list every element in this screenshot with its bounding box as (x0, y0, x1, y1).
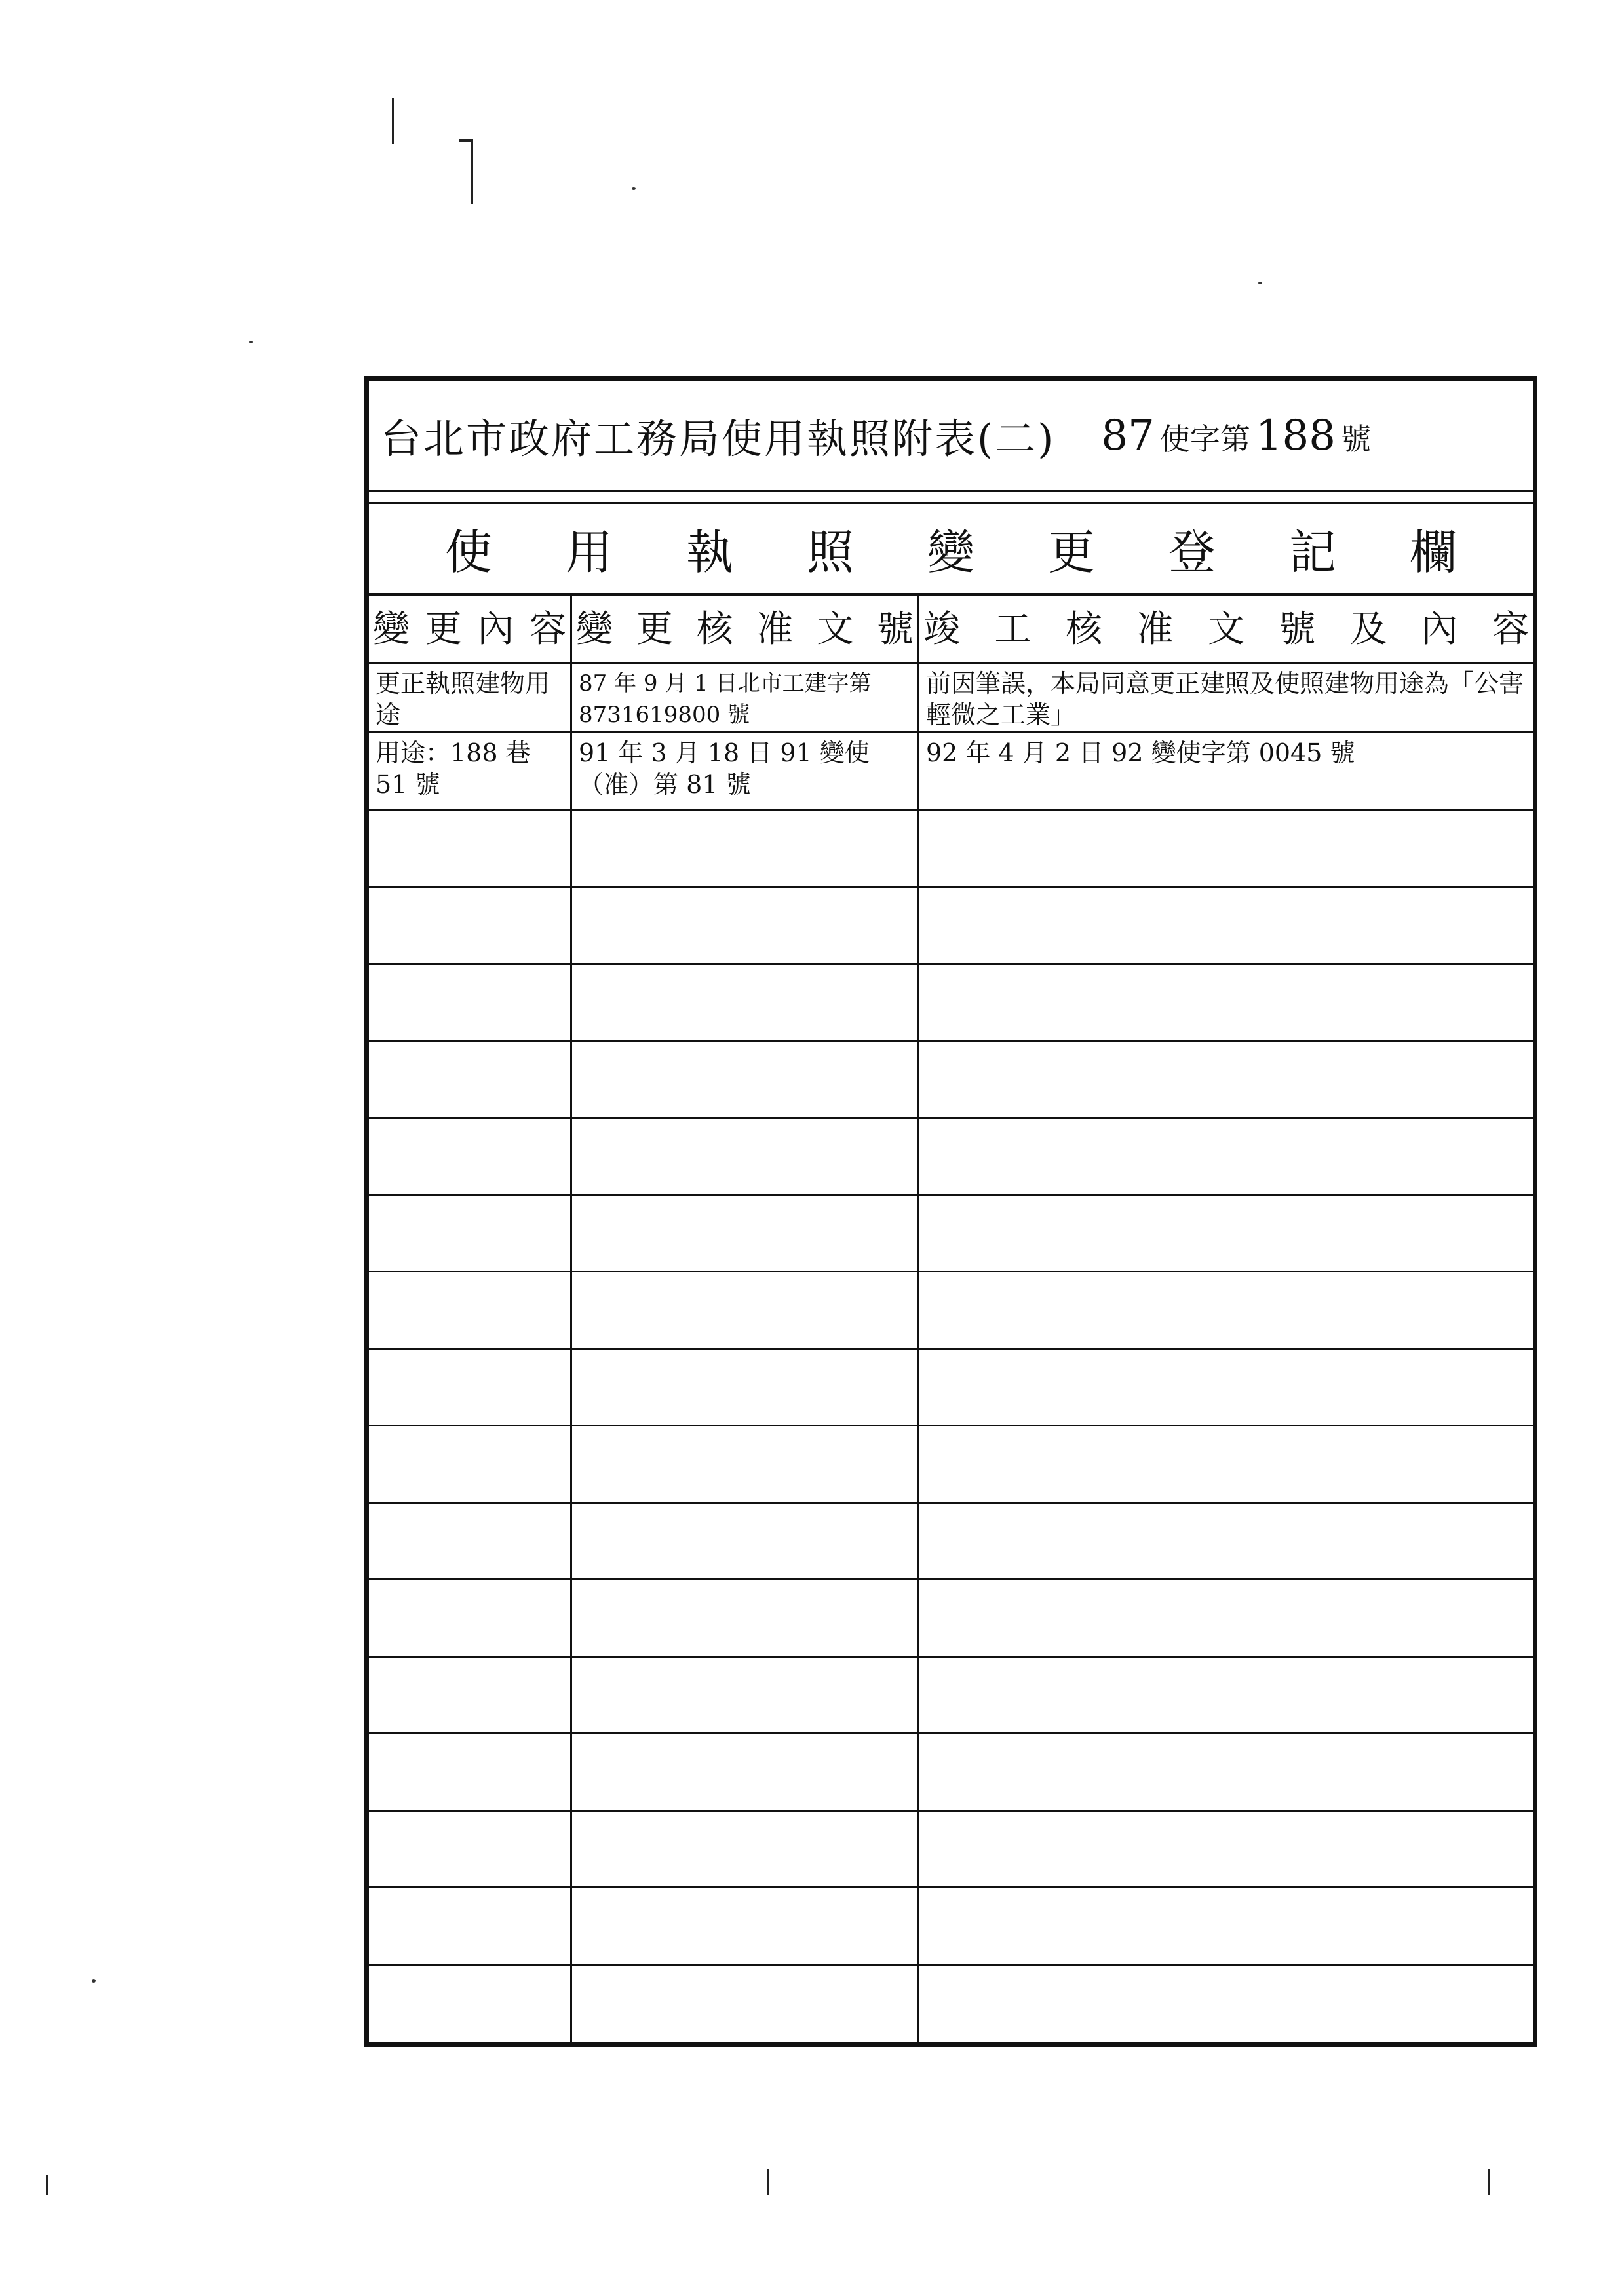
table-row (369, 965, 1533, 1042)
empty-cell (572, 1042, 919, 1117)
permit-number-value: 188 (1255, 411, 1336, 460)
cell-completion: 92 年 4 月 2 日 92 變使字第 0045 號 (926, 738, 1355, 767)
empty-cell (369, 1580, 572, 1656)
empty-cell (572, 1888, 919, 1964)
scan-mark (459, 139, 473, 142)
scan-speck (632, 187, 636, 190)
empty-cell (919, 1426, 1533, 1502)
heading-char: 變 (927, 525, 974, 580)
cell-change-content: 用途：188 巷 51 號 (369, 733, 572, 809)
empty-cell (572, 1119, 919, 1194)
empty-cell (919, 1734, 1533, 1810)
empty-cell (919, 1966, 1533, 2043)
empty-cell (919, 1042, 1533, 1117)
empty-cell (369, 1426, 572, 1502)
empty-cell (919, 811, 1533, 886)
cell-approval-no: 91 年 3 月 18 日 91 變使（准）第 81 號 (572, 733, 919, 809)
empty-cell (369, 1119, 572, 1194)
table-row (369, 1504, 1533, 1581)
table-row (369, 1272, 1533, 1350)
heading-char: 執 (685, 525, 733, 580)
header-completion: 竣工核准文號及內容 (923, 608, 1529, 651)
empty-cell (369, 1196, 572, 1271)
empty-cell (572, 965, 919, 1040)
empty-cell (919, 1580, 1533, 1656)
table-row (369, 1119, 1533, 1196)
empty-cell (919, 1812, 1533, 1887)
table-row (369, 1658, 1533, 1735)
empty-cell (369, 1658, 572, 1733)
empty-cell (919, 1658, 1533, 1733)
permit-char: 使字第 (1159, 421, 1250, 457)
empty-cell (919, 1504, 1533, 1579)
table-row (369, 733, 1533, 811)
scan-speck (249, 341, 253, 343)
empty-cell (369, 1734, 572, 1810)
empty-cell (572, 1426, 919, 1502)
heading-char: 使 (444, 525, 492, 580)
empty-cell (572, 1580, 919, 1656)
empty-cell (369, 1888, 572, 1964)
section-heading (369, 504, 1533, 596)
cell-approval-no: 87 年 9 月 1 日北市工建字第 8731619800 號 (572, 664, 919, 731)
heading-char: 用 (565, 525, 613, 580)
table-row (369, 664, 1533, 733)
scan-mark (767, 2169, 769, 2195)
empty-cell (572, 1812, 919, 1887)
empty-cell (919, 888, 1533, 963)
scan-speck (1258, 282, 1262, 284)
table-row (369, 1812, 1533, 1889)
heading-char: 登 (1168, 525, 1216, 580)
table-row (369, 1966, 1533, 2043)
empty-cell (369, 1966, 572, 2043)
empty-cell (369, 1350, 572, 1425)
empty-cell (369, 1042, 572, 1117)
permit-suffix: 號 (1340, 421, 1371, 457)
empty-cell (919, 1196, 1533, 1271)
empty-cell (572, 1658, 919, 1733)
table-row (369, 811, 1533, 888)
form-title: 台北市政府工務局使用執照附表(二) (381, 415, 1056, 463)
empty-cell (572, 1350, 919, 1425)
empty-cell (369, 1272, 572, 1348)
empty-cell (572, 1734, 919, 1810)
empty-cell (369, 888, 572, 963)
empty-cell (572, 1272, 919, 1348)
table-row (369, 1196, 1533, 1273)
empty-cell (572, 1504, 919, 1579)
empty-cell (369, 1812, 572, 1887)
scan-mark (471, 139, 473, 204)
scan-mark (46, 2175, 48, 2195)
empty-cell (369, 965, 572, 1040)
table-row (369, 1042, 1533, 1119)
empty-cell (919, 1888, 1533, 1964)
empty-cell (369, 811, 572, 886)
table-row (369, 1350, 1533, 1427)
cell-change-content: 更正執照建物用途 (369, 664, 572, 731)
empty-cell (919, 1119, 1533, 1194)
scan-speck (92, 1979, 96, 1983)
empty-cell (369, 1504, 572, 1579)
empty-cell (572, 811, 919, 886)
scan-mark (392, 98, 394, 144)
empty-cell (572, 1966, 919, 2043)
header-approval-no: 變更核准文號 (572, 596, 919, 662)
cell-completion: 前因筆誤，本局同意更正建照及使照建物用途為「公害輕微之工業」 (926, 669, 1524, 729)
header-change-content: 變更內容 (369, 596, 572, 662)
heading-char: 更 (1047, 525, 1095, 580)
empty-cell (919, 1272, 1533, 1348)
heading-char: 欄 (1409, 525, 1457, 580)
heading-char: 照 (806, 525, 854, 580)
table-row (369, 1888, 1533, 1966)
table-row (369, 1580, 1533, 1658)
title-row (369, 381, 1533, 492)
empty-cell (572, 1196, 919, 1271)
heading-char: 記 (1288, 525, 1336, 580)
scan-mark (1488, 2169, 1490, 2195)
empty-cell (919, 1350, 1533, 1425)
permit-number (1101, 411, 1376, 460)
empty-cell (572, 888, 919, 963)
table-header-row (369, 596, 1533, 664)
usage-permit-form (364, 376, 1537, 2047)
empty-cell (919, 965, 1533, 1040)
table-row (369, 1734, 1533, 1812)
table-row (369, 888, 1533, 965)
title-gap (369, 492, 1533, 504)
table-row (369, 1426, 1533, 1504)
permit-year: 87 (1101, 411, 1155, 460)
